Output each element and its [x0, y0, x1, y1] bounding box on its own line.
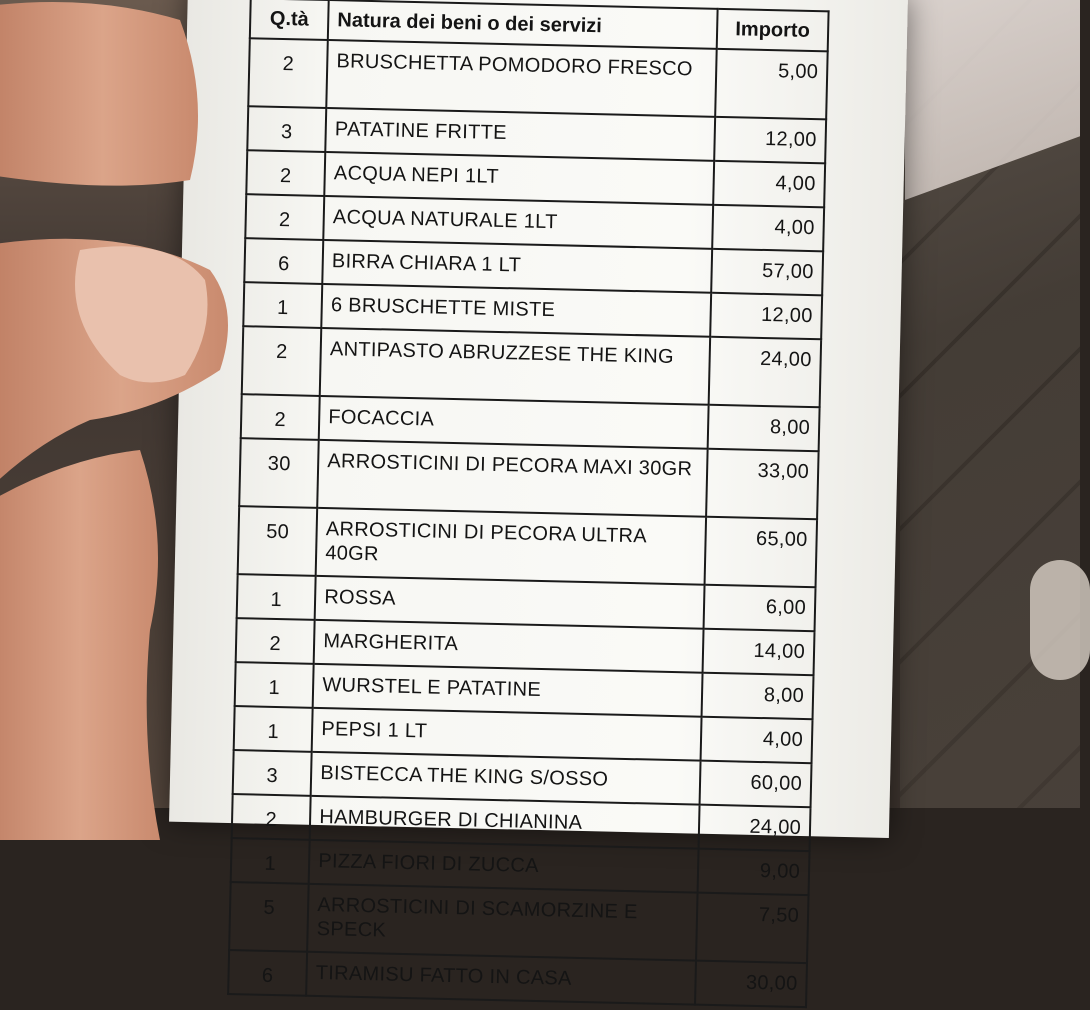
row-description: ACQUA NEPI 1LT [324, 152, 714, 205]
row-description: MARGHERITA [314, 620, 704, 673]
row-description: ARROSTICINI DI PECORA MAXI 30GR [317, 440, 707, 517]
row-amount: 9,00 [697, 849, 809, 896]
row-amount: 8,00 [701, 673, 813, 720]
row-description: 6 BRUSCHETTE MISTE [321, 284, 711, 337]
row-amount: 33,00 [706, 449, 819, 520]
row-description: PIZZA FIORI DI ZUCCA [309, 840, 699, 893]
background-object [1030, 560, 1090, 680]
row-description: WURSTEL E PATATINE [313, 664, 703, 717]
row-amount: 24,00 [709, 337, 822, 408]
row-qty: 3 [247, 106, 326, 152]
receipt-row [239, 438, 818, 519]
row-amount: 4,00 [712, 205, 824, 252]
row-description: HAMBURGER DI CHIANINA [310, 796, 700, 849]
row-amount: 12,00 [714, 117, 826, 164]
row-qty: 3 [233, 750, 312, 796]
row-description: BRUSCHETTA POMODORO FRESCO [326, 40, 716, 117]
row-qty: 30 [239, 438, 319, 508]
row-qty: 2 [245, 194, 324, 240]
row-description: FOCACCIA [319, 396, 709, 449]
row-description: ACQUA NATURALE 1LT [323, 196, 713, 249]
row-amount: 5,00 [715, 49, 828, 120]
header-description: Natura dei beni o dei servizi [328, 0, 718, 49]
header-amount: Importo [717, 9, 829, 52]
row-description: BIRRA CHIARA 1 LT [322, 240, 712, 293]
receipt-paper [169, 0, 908, 995]
row-qty: 1 [243, 282, 322, 328]
row-qty: 1 [235, 662, 314, 708]
row-description: BISTECCA THE KING S/OSSO [311, 752, 701, 805]
row-amount: 8,00 [708, 405, 820, 452]
row-qty: 2 [246, 150, 325, 196]
row-qty: 2 [242, 326, 322, 396]
row-description: PATATINE FRITTE [325, 108, 715, 161]
row-qty: 1 [237, 574, 316, 620]
row-amount: 24,00 [698, 805, 810, 852]
row-amount: 65,00 [704, 517, 817, 588]
row-description: TIRAMISU FATTO IN CASA [306, 952, 696, 1005]
row-qty: 5 [229, 882, 309, 952]
header-qty: Q.tà [250, 0, 329, 40]
row-amount: 6,00 [703, 585, 815, 632]
row-qty: 6 [244, 238, 323, 284]
row-qty: 50 [238, 506, 318, 576]
row-qty: 2 [236, 618, 315, 664]
receipt-table [227, 0, 829, 1008]
row-description: ANTIPASTO ABRUZZESE THE KING [320, 328, 710, 405]
receipt-row [248, 38, 827, 119]
row-qty: 6 [228, 950, 307, 996]
row-amount: 60,00 [699, 761, 811, 808]
row-amount: 12,00 [710, 293, 822, 340]
row-qty: 1 [234, 706, 313, 752]
receipt-row [238, 506, 817, 587]
row-qty: 2 [248, 38, 328, 108]
row-qty: 1 [231, 838, 310, 884]
receipt-row [229, 882, 808, 963]
receipt-body [228, 38, 828, 1007]
receipt-row [242, 326, 821, 407]
row-amount: 7,50 [696, 893, 809, 964]
row-amount: 57,00 [711, 249, 823, 296]
row-amount: 14,00 [702, 629, 814, 676]
row-amount: 30,00 [695, 961, 807, 1008]
row-description: ARROSTICINI DI PECORA ULTRA 40GR [316, 508, 706, 585]
row-amount: 4,00 [700, 717, 812, 764]
row-description: ARROSTICINI DI SCAMORZINE E SPECK [307, 884, 697, 961]
row-description: PEPSI 1 LT [312, 708, 702, 761]
row-qty: 2 [241, 394, 320, 440]
row-amount: 4,00 [713, 161, 825, 208]
row-description: ROSSA [315, 576, 705, 629]
row-qty: 2 [232, 794, 311, 840]
